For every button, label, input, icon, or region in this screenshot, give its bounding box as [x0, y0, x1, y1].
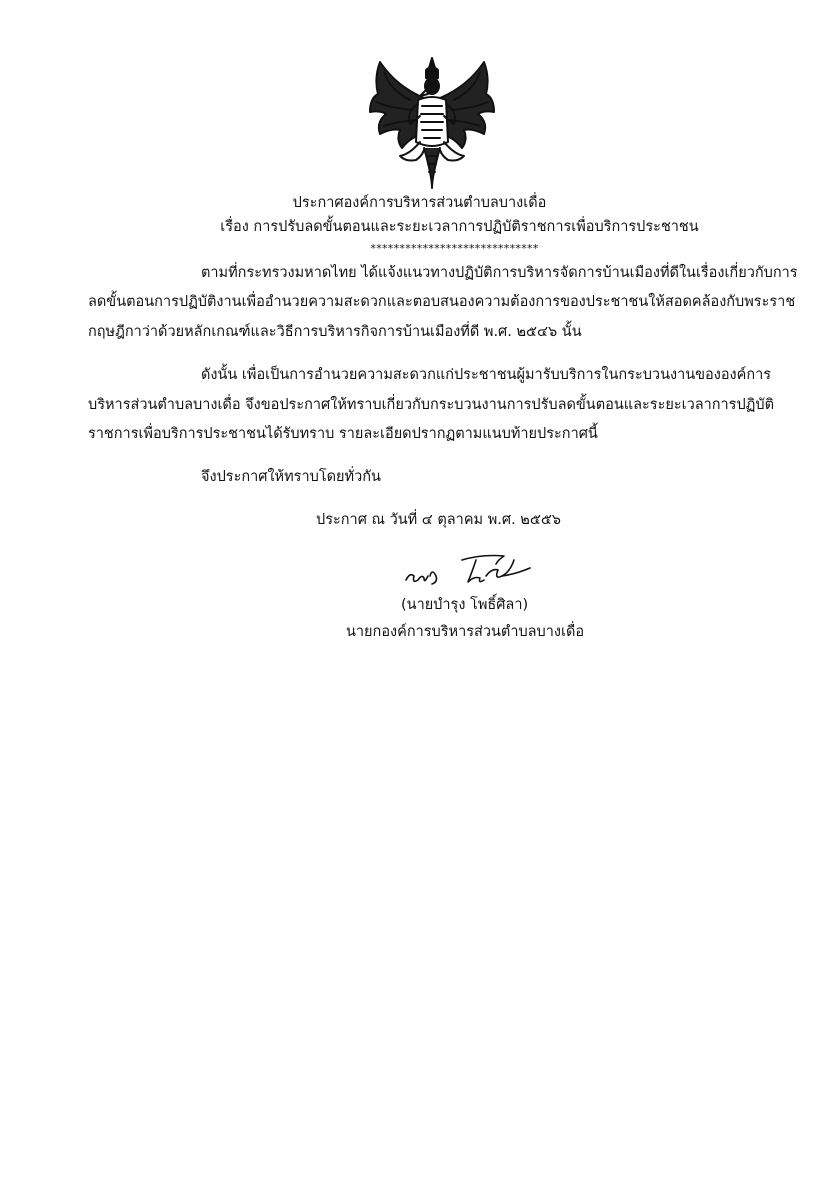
garuda-emblem-icon [366, 56, 498, 190]
announcement-closing: จึงประกาศให้ทราบโดยทั่วกัน [201, 469, 381, 485]
signatory-position: นายกองค์การบริหารส่วนตำบลบางเดื่อ [346, 624, 585, 640]
handwritten-signature-icon [402, 546, 552, 592]
paragraph-2-line-1: ดังนั้น เพื่อเป็นการอำนวยความสะดวกแก่ประชาชนผู้มารับบริการในกระบวนงานขององค์การ [201, 367, 772, 383]
announcement-date: ประกาศ ณ วันที่ ๔ ตุลาคม พ.ศ. ๒๕๕๖ [316, 512, 561, 528]
paragraph-1-line-2: ลดขั้นตอนการปฏิบัติงานเพื่ออำนวยความสะดวกและตอบสนองความต้องการของประชาชนให้สอดคล้องกับพระราช [88, 294, 796, 310]
paragraph-2-line-3: ราชการเพื่อบริการประชาชนได้รับทราบ รายละเอียดปรากฏตามแนบท้ายประกาศนี้ [88, 426, 598, 442]
separator-line: ***************************** [370, 242, 539, 255]
document-title: ประกาศองค์การบริหารส่วนตำบลบางเดื่อ [292, 195, 547, 211]
paragraph-1-line-3: กฤษฎีกาว่าด้วยหลักเกณฑ์และวิธีการบริหารกิจการบ้านเมืองที่ดี พ.ศ. ๒๕๔๖ นั้น [88, 324, 582, 340]
paragraph-1-line-1: ตามที่กระทรวงมหาดไทย ได้แจ้งแนวทางปฏิบัติการบริหารจัดการบ้านเมืองที่ดีในเรื่องเกี่ยวกับการ [201, 265, 798, 281]
document-subject: เรื่อง การปรับลดขั้นตอนและระยะเวลาการปฏิบัติราชการเพื่อบริการประชาชน [220, 219, 699, 235]
paragraph-2-line-2: บริหารส่วนตำบลบางเดื่อ จึงขอประกาศให้ทราบเกี่ยวกับกระบวนงานการปรับลดขั้นตอนและระยะเวลาการปฏิบัติ [88, 397, 775, 413]
signatory-name: (นายบำรุง โพธิ์ศิลา) [401, 597, 529, 613]
